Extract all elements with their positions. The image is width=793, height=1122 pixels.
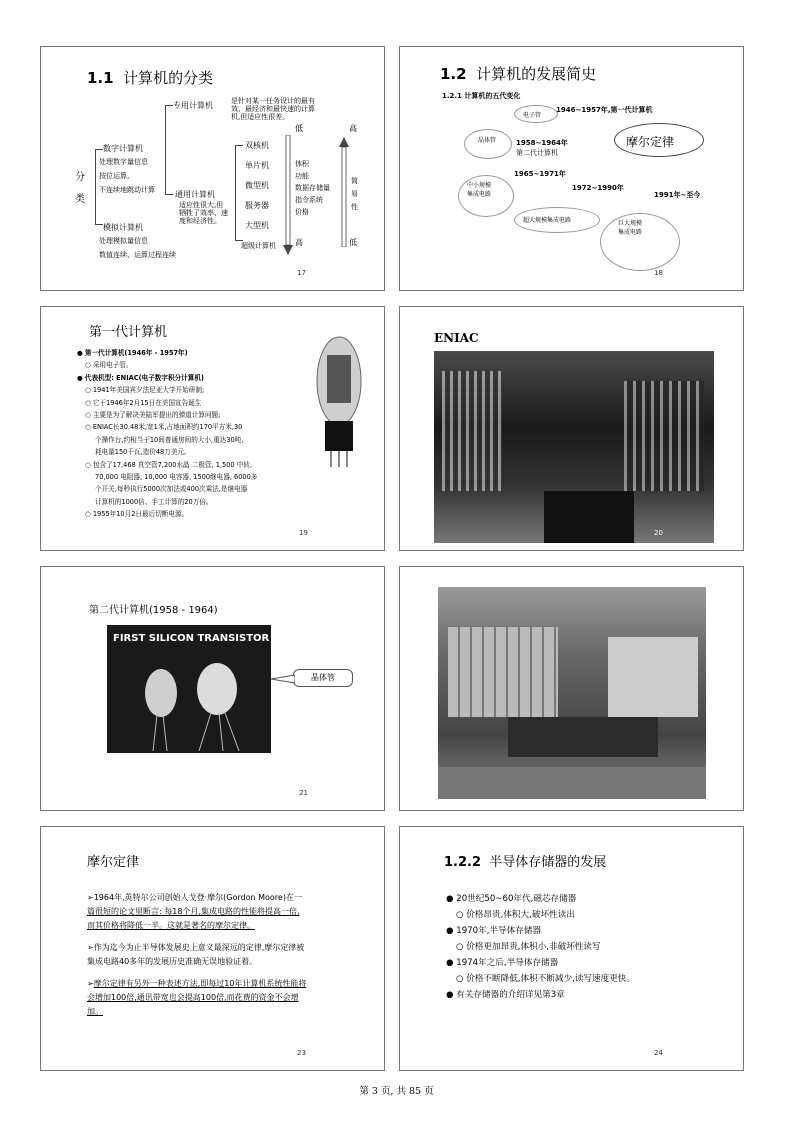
bullet-circle-icon: ○ bbox=[456, 974, 467, 984]
type-single-chip: 单片机 bbox=[245, 161, 269, 170]
down-arrow-icon bbox=[283, 135, 293, 255]
simplicity-label: 简 易 性 bbox=[351, 177, 358, 211]
list-item-text: 采用电子管。 bbox=[92, 361, 133, 370]
list-item bbox=[446, 955, 635, 971]
page-number: 24 bbox=[654, 1049, 663, 1057]
page-number: 17 bbox=[297, 269, 306, 277]
list-item bbox=[446, 891, 635, 907]
list-item bbox=[77, 359, 257, 371]
root-label: 分 类 bbox=[75, 172, 85, 205]
gen3-year: 1965~1971年 bbox=[514, 170, 566, 178]
list-item-text: 它于1946年2月15日在美国宣告诞生 bbox=[92, 398, 202, 407]
list-item-text: 1974年之后,半导体存储器 bbox=[456, 958, 559, 968]
bullet-dot-icon: ● bbox=[77, 349, 85, 357]
p3-line-3: 加。 bbox=[87, 1007, 103, 1016]
bullet-dot-icon: ● bbox=[446, 926, 457, 936]
list-item bbox=[77, 508, 257, 520]
section-number: 1.1 bbox=[87, 69, 114, 87]
list-item bbox=[77, 434, 257, 446]
sic-label: 中小规模 集成电路 bbox=[467, 182, 492, 198]
bullet-circle-icon: ○ bbox=[85, 398, 93, 407]
metric-price: 价格 bbox=[295, 208, 309, 216]
bullet-circle-icon: ○ bbox=[85, 411, 93, 420]
page-footer: 第 3 页, 共 85 页 bbox=[359, 1086, 434, 1097]
page-number: 19 bbox=[299, 529, 308, 537]
p3-line-2: 会增加100倍,通讯带宽也会提高100倍,而花费的资金不会增 bbox=[87, 993, 299, 1002]
slide-23 bbox=[40, 826, 385, 1071]
bullet-list bbox=[77, 347, 257, 521]
paragraph-1 bbox=[87, 891, 302, 933]
types-brace bbox=[235, 145, 243, 241]
slide-title bbox=[87, 67, 213, 88]
list-item-text: 耗电量150千瓦,造价48万美元。 bbox=[95, 448, 191, 457]
eniac-photo bbox=[434, 351, 714, 543]
list-item bbox=[446, 907, 635, 923]
digital-desc-3: 不连续地跳动计算 bbox=[99, 186, 155, 194]
special-desc: 是针对某一任务设计的最有 效、最经济和最快速的计算 机,但适应性很差。 bbox=[231, 97, 315, 121]
type-mainframe: 大型机 bbox=[245, 221, 269, 230]
list-item-text: 1955年10月2日最后切断电源。 bbox=[92, 510, 189, 519]
list-item bbox=[77, 459, 257, 471]
bullet-circle-icon: ○ bbox=[85, 460, 93, 469]
list-item-text: 包含了17,468 真空管7,200水晶 二极管, 1,500 中转, bbox=[92, 460, 252, 469]
list-item-text: 代表机型: ENIAC(电子数字积分计算机) bbox=[84, 373, 204, 382]
second-gen-computer-photo bbox=[438, 587, 706, 799]
list-item bbox=[446, 987, 635, 1003]
gen2-year: 1958~1964年 bbox=[516, 139, 568, 147]
slide-18 bbox=[399, 46, 744, 291]
digital-brace bbox=[165, 105, 173, 195]
analog-desc-2: 数值连续、运算过程连续 bbox=[99, 251, 176, 259]
list-item bbox=[446, 939, 635, 955]
slide-title bbox=[440, 63, 596, 84]
page-number: 21 bbox=[299, 789, 308, 797]
section-title: 计算机的发展简史 bbox=[476, 65, 597, 83]
special-label: 专用计算机 bbox=[173, 101, 213, 110]
bullet-circle-icon: ○ bbox=[85, 386, 93, 395]
tube-label: 电子管 bbox=[523, 112, 542, 119]
list-item bbox=[77, 384, 257, 396]
metric-storage: 数据存储量 bbox=[295, 184, 330, 192]
list-item-text: 价格昂贵,体积大,破坏性读出 bbox=[466, 910, 575, 920]
metric-volume: 体积 bbox=[295, 160, 309, 168]
bullet-dot-icon: ● bbox=[446, 958, 457, 968]
list-item bbox=[77, 421, 257, 433]
bullet-dot-icon: ● bbox=[77, 373, 85, 382]
list-item-text: ENIAC长30.48米,宽1米,占地面积约170平方米,30 bbox=[92, 423, 243, 432]
metric-instruction: 指令系统 bbox=[295, 196, 323, 204]
type-dual-core: 双核机 bbox=[245, 141, 269, 150]
page-number: 20 bbox=[654, 529, 663, 537]
gen1-label: 1946~1957年,第一代计算机 bbox=[556, 106, 653, 114]
callout-pointer-icon bbox=[271, 675, 295, 685]
list-item-text: 1970年,半导体存储器 bbox=[456, 926, 541, 936]
paragraph-3 bbox=[87, 977, 306, 1019]
low-label-2: 低 bbox=[349, 238, 357, 247]
analog-desc-1: 处理模拟量信息 bbox=[99, 237, 148, 245]
bullet-dot-icon: ● bbox=[446, 990, 457, 1000]
bullet-circle-icon: ○ bbox=[456, 910, 467, 920]
slide-19 bbox=[40, 306, 385, 551]
list-item-text: 第一代计算机(1946年 - 1957年) bbox=[84, 349, 188, 357]
slide-21 bbox=[40, 566, 385, 811]
list-item-text: 有关存储器的介绍详见第3章 bbox=[456, 990, 565, 1000]
bullet-circle-icon: ○ bbox=[456, 942, 467, 952]
bullet-dot-icon: ● bbox=[446, 894, 457, 904]
slide-title: 第二代计算机(1958 - 1964) bbox=[89, 605, 218, 616]
section-title: 半导体存储器的发展 bbox=[489, 855, 607, 870]
list-item-text: 1941年美国宾夕法尼亚大学开始研制; bbox=[92, 386, 205, 395]
p1-line-2: 篇很短的论文里断言: 每18个月,集成电路的性能将提高一倍, bbox=[87, 907, 300, 916]
page-number: 18 bbox=[654, 269, 663, 277]
type-super: 超级计算机 bbox=[241, 242, 276, 250]
bullet-circle-icon: ○ bbox=[85, 361, 93, 370]
arrow-bullet-icon: ➢ bbox=[87, 893, 94, 902]
bullet-circle-icon: ○ bbox=[85, 423, 93, 432]
list-item bbox=[446, 971, 635, 987]
paragraph-2 bbox=[87, 941, 304, 969]
p1-line-3: 而其价格将降低一半。这就是著名的摩尔定律。 bbox=[87, 921, 255, 930]
list-item bbox=[77, 471, 257, 483]
list-item bbox=[77, 409, 257, 421]
section-number: 1.2.2 bbox=[444, 855, 482, 870]
section-title: 计算机的分类 bbox=[123, 69, 214, 87]
p3-line-1: 摩尔定律有另外一种表述方法,即每过10年计算机系统性能将 bbox=[93, 979, 307, 988]
digital-desc-2: 按位运算, bbox=[99, 172, 130, 180]
list-item-text: 个操作台,约相当于10间普通房间的大小,重达30吨, bbox=[95, 435, 244, 444]
list-item-text: 70,000 电阻器, 10,000 电容器, 1500继电器, 6000多 bbox=[95, 473, 258, 482]
metric-function: 功能 bbox=[295, 172, 309, 180]
low-label: 低 bbox=[295, 124, 303, 133]
list-item-text: 个开关,每秒执行5000次加法或400次乘法,是继电器 bbox=[95, 485, 248, 494]
page-number: 23 bbox=[297, 1049, 306, 1057]
digital-label: 数字计算机 bbox=[103, 144, 143, 153]
general-desc: 适应性很大,但 牺牲了效率、速 度和经济性。 bbox=[179, 201, 228, 225]
slide-17 bbox=[40, 46, 385, 291]
section-number: 1.2 bbox=[440, 65, 467, 83]
transistor-callout: 晶体管 bbox=[293, 669, 353, 687]
bullet-list bbox=[446, 891, 635, 1003]
p1-line-1: 1964年,英特尔公司创始人戈登·摩尔(Gordon Moore)在一 bbox=[93, 893, 302, 902]
vacuum-tube-photo bbox=[309, 329, 369, 469]
arrow-bullet-icon: ➢ bbox=[87, 979, 94, 988]
slide-20 bbox=[399, 306, 744, 551]
p2-line-2: 集成电路40多年的发展历史准确无误地验证着。 bbox=[87, 957, 258, 966]
transistor-label: 晶体管 bbox=[478, 137, 497, 144]
gen5-year: 1991年~至今 bbox=[654, 191, 701, 199]
slide-24 bbox=[399, 826, 744, 1071]
up-arrow-icon bbox=[339, 137, 349, 247]
list-item-text: 20世纪50~60年代,磁芯存储器 bbox=[456, 894, 577, 904]
moore-label: 摩尔定律 bbox=[626, 135, 675, 149]
list-item bbox=[77, 372, 257, 384]
arrow-bullet-icon: ➢ bbox=[87, 943, 94, 952]
list-item bbox=[77, 496, 257, 508]
list-item bbox=[446, 923, 635, 939]
general-label: 通用计算机 bbox=[175, 190, 215, 199]
type-micro: 微型机 bbox=[245, 181, 269, 190]
transistor-photo bbox=[107, 625, 271, 753]
slide-22 bbox=[399, 566, 744, 811]
subtitle: 1.2.1 计算机的五代变化 bbox=[442, 92, 521, 100]
list-item-text: 价格不断降低,体积不断减少,读写速度更快。 bbox=[466, 974, 635, 984]
high-label: 高 bbox=[295, 238, 303, 247]
gen4-year: 1972~1990年 bbox=[572, 184, 624, 192]
p2-line-1: 作为迄今为止半导体发展史上意义最深远的定律,摩尔定律被 bbox=[93, 943, 305, 952]
ulsi-label: 巨大规模 集成电路 bbox=[618, 220, 643, 236]
list-item bbox=[77, 397, 257, 409]
bullet-circle-icon: ○ bbox=[85, 510, 93, 519]
list-item-text: 计算机的1000倍、手工计算的20万倍。 bbox=[95, 497, 213, 506]
slide-title: 第一代计算机 bbox=[89, 325, 168, 340]
slide-title: 摩尔定律 bbox=[87, 855, 140, 870]
list-item-text: 主要是为了解决美陆军提出的弹道计算问题; bbox=[92, 411, 221, 420]
analog-label: 模拟计算机 bbox=[103, 223, 143, 232]
vlsi-label: 超大规模集成电路 bbox=[523, 217, 572, 224]
slide-title: ENIAC bbox=[434, 331, 479, 345]
digital-desc-1: 处理数字量信息 bbox=[99, 158, 148, 166]
slide-title bbox=[444, 851, 606, 870]
gen2-label: 第二代计算机 bbox=[516, 149, 558, 157]
list-item bbox=[77, 483, 257, 495]
list-item bbox=[77, 446, 257, 458]
list-item bbox=[77, 347, 257, 359]
transistor-bubble bbox=[464, 129, 512, 159]
high-label-2: 高 bbox=[349, 124, 357, 133]
photo-caption: FIRST SILICON TRANSISTOR bbox=[113, 633, 270, 644]
list-item-text: 价格更加昂贵,体积小,非破坏性读写 bbox=[466, 942, 601, 952]
type-server: 服务器 bbox=[245, 201, 269, 210]
